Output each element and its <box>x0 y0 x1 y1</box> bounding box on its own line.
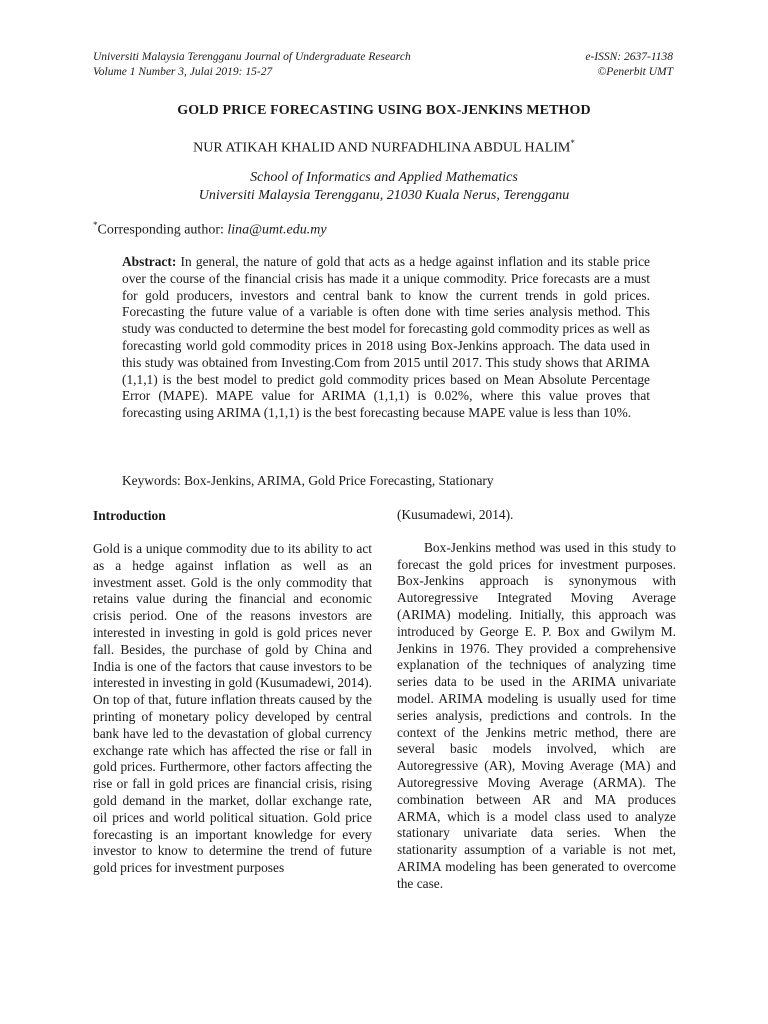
paper-authors <box>0 138 768 157</box>
abstract <box>122 254 650 422</box>
corresponding-email[interactable]: lina@umt.edu.my <box>227 222 327 238</box>
corresponding-mark: * <box>93 220 98 230</box>
journal-publisher: ©Penerbit UMT <box>597 66 673 78</box>
running-header-left <box>93 50 411 80</box>
journal-volume: Volume 1 Number 3, Julai 2019: 15-27 <box>93 66 273 78</box>
affiliation <box>0 169 768 205</box>
affiliation-university: Universiti Malaysia Terengganu, 21030 Kuala Nerus, Terengganu <box>198 188 570 203</box>
journal-name: Universiti Malaysia Terengganu Journal of Undergraduate Research <box>93 51 411 63</box>
affiliation-school: School of Informatics and Applied Mathematics <box>250 170 518 185</box>
abstract-text: In general, the nature of gold that acts as a hedge against inflation and its stable price over the course of the financial crisis has made it a unique commodity. Price forecasts are a must for gold producers, investors and central bank to know the current trends in gold prices. Forecasting the future value of a variable is often done with time series analysis method. This study was conducted to determine the best model for forecasting gold commodity prices as well as forecasting world gold commodity prices in 2018 using Box-Jenkins approach. The data used in this study was obtained from Investing.Com from 2015 until 2017. This study shows that ARIMA (1,1,1) is the best model to predict gold commodity prices based on Mean Absolute Percentage Error (MAPE). MAPE value for ARIMA (1,1,1) is 0.02%, where this value proves that forecasting using ARIMA (1,1,1) is the best forecasting because MAPE value is less than 10%. <box>122 254 650 421</box>
right-column <box>397 507 676 893</box>
keywords: Keywords: Box-Jenkins, ARIMA, Gold Price Forecasting, Stationary <box>122 473 494 488</box>
left-column <box>93 507 372 877</box>
corresponding-label: Corresponding author: <box>97 222 224 238</box>
author-names: NUR ATIKAH KHALID AND NURFADHLINA ABDUL HALIM <box>193 140 571 156</box>
corresponding-author <box>93 220 327 239</box>
paper-title: GOLD PRICE FORECASTING USING BOX-JENKINS METHOD <box>177 103 591 118</box>
author-mark: * <box>570 138 575 148</box>
journal-issn: e-ISSN: 2637-1138 <box>585 51 673 63</box>
abstract-label: Abstract: <box>122 254 177 269</box>
running-header-right <box>585 50 673 80</box>
body-paragraph: Box-Jenkins method was used in this study to forecast the gold prices for investment purposes. Box-Jenkins approach is synonymous with Autoregressive Integrated Moving Average (ARIMA) modeling. Initially, this approach was introduced by George E. P. Box and Gwilym M. Jenkins in 1976. They provided a comprehensive explanation of the techniques of analyzing time series data to be used in the ARIMA univariate model. ARIMA modeling is usually used for time series analysis, predictions and controls. In the context of the Jenkins metric method, there are several basic models involved, which are Autoregressive (AR), Moving Average (MA) and Autoregressive Moving Average (ARMA). The combination between AR and MA produces ARMA, which is a model class used to analyze stationary univariate data series. When the stationarity assumption of a variable is not met, ARIMA modeling has been generated to overcome the case. <box>397 539 676 891</box>
body-paragraph-continuation: (Kusumadewi, 2014). <box>397 507 514 522</box>
body-paragraph: Gold is a unique commodity due to its ability to act as a hedge against inflation as well as an investment asset. Gold is the only commodity that retains value during the financial and economic crisis period. One of the reasons investors are interested in investing in gold is gold prices never fall. Besides, the purchase of gold by China and India is one of the factors that cause investors to be interested in investing in gold (Kusumadewi, 2014). On top of that, future inflation threats caused by the printing of monetary policy developed by central bank have led to the devastation of global currency exchange rate which has affected the rise or fall in gold prices. Furthermore, other factors affecting the rise or fall in gold prices are financial crisis, rising gold demand in the market, dollar exchange rate, oil prices and world political situation. Gold price forecasting is an important knowledge for every investor to know to determine the trend of future gold prices for investment purposes <box>93 541 372 876</box>
section-heading-introduction: Introduction <box>93 508 166 523</box>
